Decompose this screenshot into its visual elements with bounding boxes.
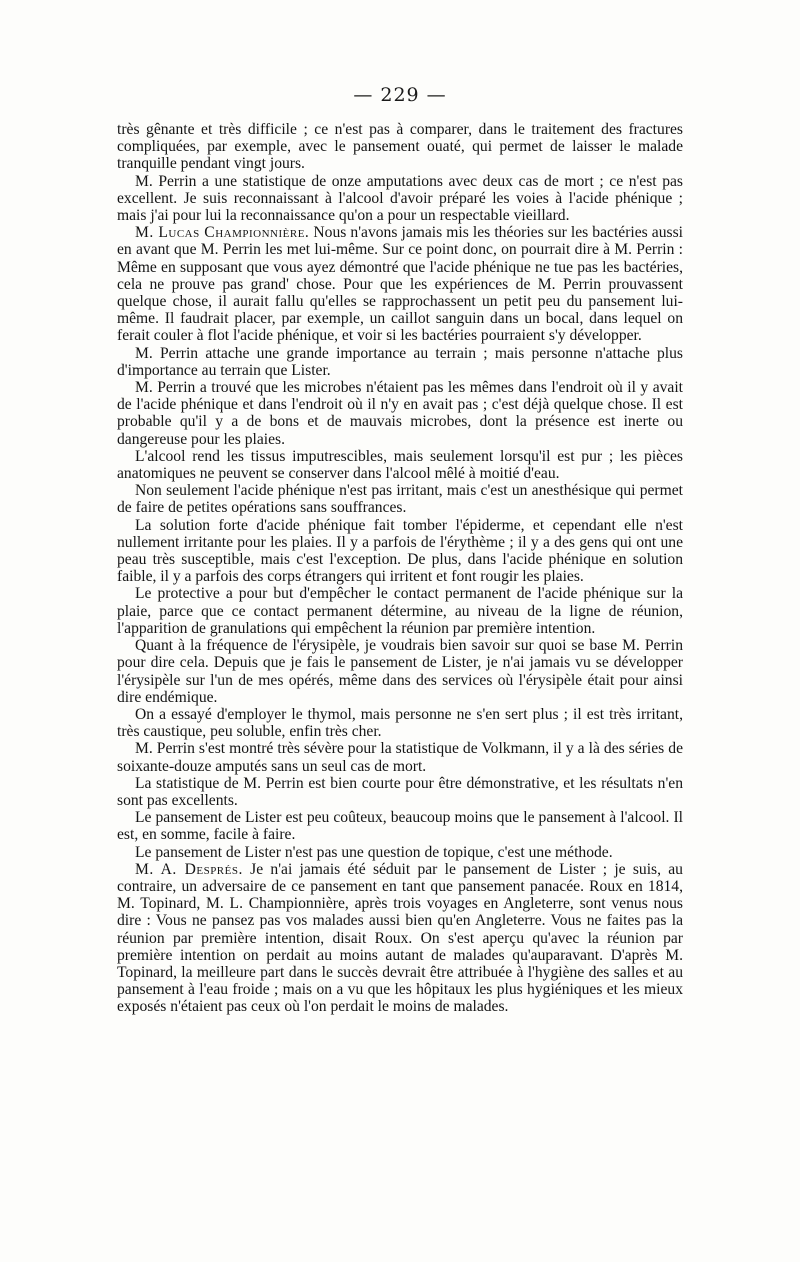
paragraph-text: M. Perrin s'est montré très sévère pour la statistique de Volkmann, il y a là des séries de soixante-douze amputés sans un seul cas de mort. [117,740,683,775]
paragraph-text: Je n'ai jamais été séduit par le pansement de Lister ; je suis, au contraire, un adversaire de ce pansement en tant que pansement panacée. Roux en 1814, M. Topinard, M. L. Championnière, après trois voyages en Angleterre, sont venus nous dire : Vous ne pansez pas vos malades aussi bien qu'en Angleterre. Vous ne faites pas la réunion par première intention, disait Roux. On s'est aperçu qu'avec la réunion par première intention on perdait au moins autant de malades qu'auparavant. D'après M. Topinard, la meilleure part dans le succès devrait être attribuée à l'hygiène des salles et au pansement à l'eau froide ; mais on a vu que les hôpitaux les plus hygiéniques et les mieux exposés n'étaient pas ceux où l'on perdait le moins de malades. [117,860,683,1016]
paragraph-text: La statistique de M. Perrin est bien courte pour être démonstrative, et les résultats n'en sont pas excellents. [117,774,683,809]
paragraph-text: Quant à la fréquence de l'érysipèle, je voudrais bien savoir sur quoi se base M. Perrin pour dire cela. Depuis que je fais le pansement de Lister, je n'ai jamais vu se développer l'érysipèle sur l'un de mes opérés, même dans des services où l'érysipèle était pour ainsi dire endémique. [117,637,683,706]
paragraph [117,844,683,861]
paragraph-text: M. Perrin a trouvé que les microbes n'étaient pas les mêmes dans l'endroit où il y avait de l'acide phénique et dans l'endroit où il n'y en avait pas ; c'est déjà quelque chose. Il est probable qu'il y a de bons et de mauvais microbes, dont la présence est inerte ou dangereuse pour les plaies. [117,379,683,448]
paragraph [117,482,683,516]
paragraph-text: La solution forte d'acide phénique fait tomber l'épiderme, et cependant elle n'est nullement irritante pour les plaies. Il y a parfois de l'érythème ; il y a des gens qui ont une peau très susceptible, mais c'est l'exception. De plus, dans l'acide phénique en solution faible, il y a parfois des corps étrangers qui irritent et font rougir les plaies. [117,516,683,586]
paragraph [117,775,683,809]
paragraph-text: Le pansement de Lister n'est pas une question de topique, c'est une méthode. [135,843,613,861]
paragraph [117,637,683,706]
paragraph [117,224,683,344]
paragraph [117,740,683,774]
paragraph-text: M. Perrin a une statistique de onze amputations avec deux cas de mort ; ce n'est pas excellent. Je suis reconnaissant à l'alcool d'avoir préparé les voies à l'acide phénique ; mais j'ai pour lui la reconnaissance qu'on a pour un respectable vieillard. [117,172,683,225]
paragraph [117,448,683,482]
paragraph-text: M. Perrin attache une grande importance au terrain ; mais personne n'attache plus d'importance au terrain que Lister. [117,344,683,379]
paragraph-text: Le pansement de Lister est peu coûteux, beaucoup moins que le pansement à l'alcool. Il est, en somme, facile à faire. [117,809,683,844]
paragraph [117,517,683,586]
paragraph [117,345,683,379]
paragraph [117,379,683,448]
speaker-name: M. Lucas Championnière. [135,224,310,242]
paragraph [117,809,683,843]
paragraph-text: L'alcool rend les tissus imputrescibles, mais seulement lorsqu'il est pur ; les pièces anatomiques ne peuvent se conserver dans l'alcool mêlé à moitié d'eau. [117,447,683,483]
body-text [117,121,683,1016]
page-number: — 229 — [353,84,447,106]
paragraph [117,173,683,225]
paragraph [117,121,683,173]
paragraph-text: très gênante et très difficile ; ce n'est pas à comparer, dans le traitement des fractures compliquées, par exemple, avec le pansement ouaté, qui permet de laisser le malade tranquille pendant vingt jours. [117,121,683,173]
paragraph-text: Le protective a pour but d'empêcher le contact permanent de l'acide phénique sur la plaie, parce que ce contact permanent détermine, au niveau de la ligne de réunion, l'apparition de granulations qui empêchent la réunion par première intention. [117,585,683,637]
paragraph [117,861,683,1016]
paragraph-text: Non seulement l'acide phénique n'est pas irritant, mais c'est un anesthésique qui permet de faire de petites opérations sans souffrances. [117,482,683,517]
paragraph-text: On a essayé d'employer le thymol, mais personne ne s'en sert plus ; il est très irritant, très caustique, peu soluble, enfin très cher. [117,705,683,741]
paragraph [117,585,683,637]
paragraph [117,706,683,740]
paragraph-text: Nous n'avons jamais mis les théories sur les bactéries aussi en avant que M. Perrin les met lui-même. Sur ce point donc, on pourrait dire à M. Perrin : Même en supposant que vous ayez démontré que l'acide phénique ne tue pas les bactéries, cela ne prouve pas grand' chose. Pour que les expériences de M. Perrin prouvassent quelque chose, il aurait fallu qu'elles se rapprochassent un petit peu du pansement lui-même. Il faudrait placer, par exemple, un caillot sanguin dans un bocal, dans lequel on ferait couler à flot l'acide phénique, et voir si les bactéries pourraient s'y développer. [117,224,683,345]
speaker-name: M. A. Després. [135,860,243,878]
